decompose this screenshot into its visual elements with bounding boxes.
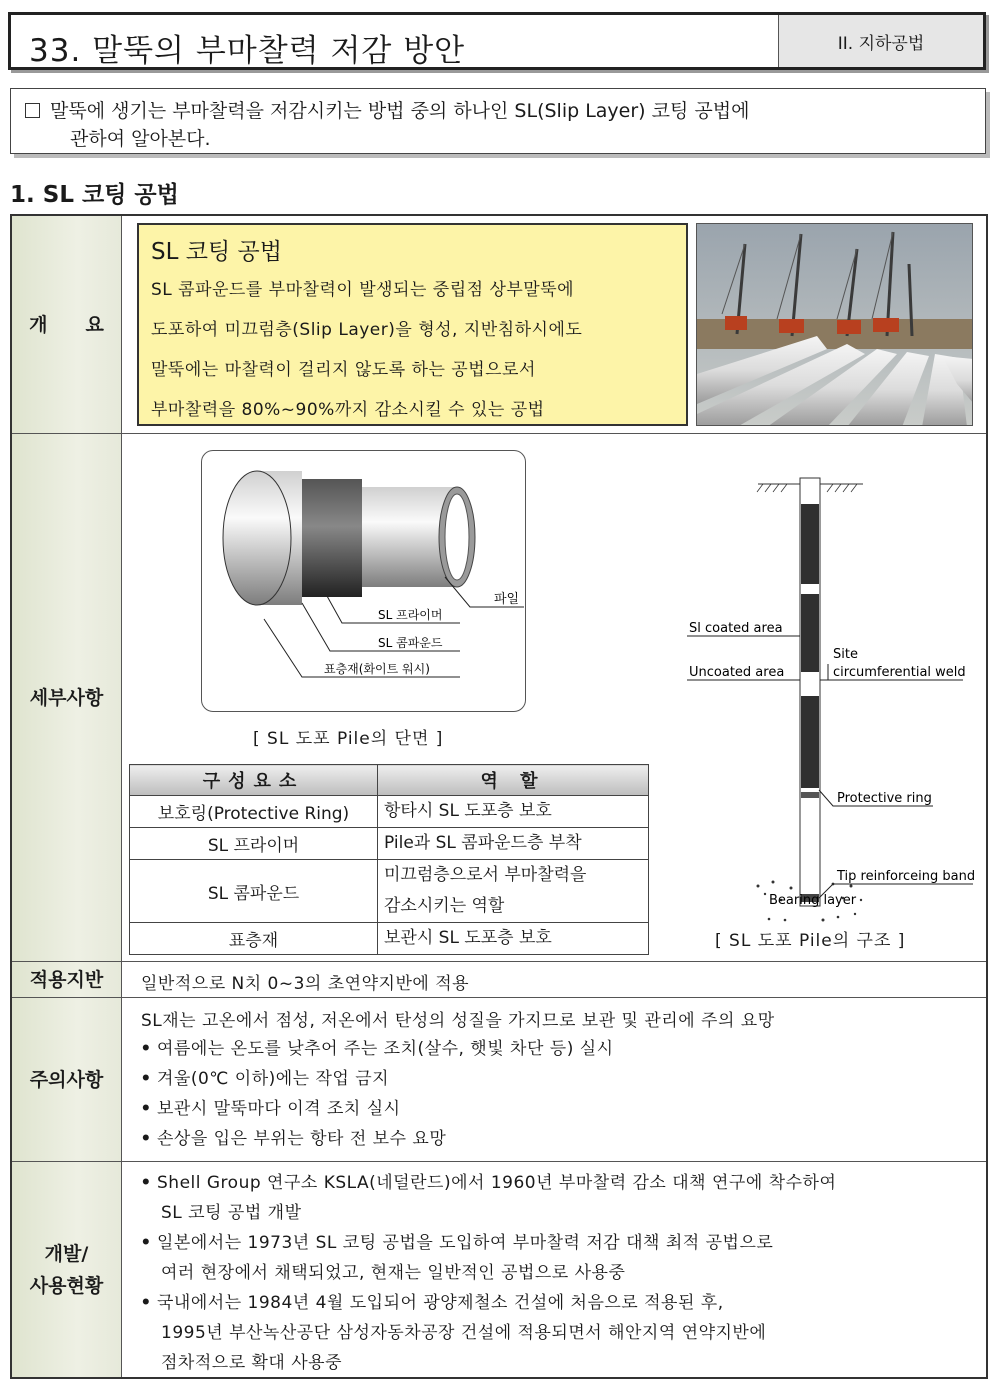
callout-compound: SL 콤파운드 xyxy=(378,636,443,650)
history-label xyxy=(12,1162,122,1377)
details-row xyxy=(12,434,986,962)
overview-line-1: SL 콤파운드를 부마찰력이 발생되는 중립점 상부말뚝에 xyxy=(151,280,575,300)
caution-item-2: 겨울(0℃ 이하)에는 작업 금지 xyxy=(157,1069,390,1089)
component-table xyxy=(129,764,649,955)
table-row xyxy=(130,860,649,923)
section-title: 1. SL 코팅 공법 xyxy=(10,182,179,208)
table-row xyxy=(130,923,649,955)
caution-label: 주의사항 xyxy=(12,998,122,1161)
callout-site: Site xyxy=(833,647,858,662)
cell-role: Pile과 SL 콤파운드층 부착 xyxy=(378,828,649,860)
history-2-line-2: 여러 현장에서 채택되었고, 현재는 일반적인 공법으로 사용중 xyxy=(161,1263,626,1283)
cell-role: 보관시 SL 도포층 보호 xyxy=(378,923,649,955)
caution-item-1: 여름에는 온도를 낮추어 주는 조치(살수, 햇빛 차단 등) 실시 xyxy=(157,1039,614,1059)
callout-uncoated: Uncoated area xyxy=(689,665,785,680)
header-component: 구성요소 xyxy=(130,765,378,796)
cell-component: SL 프라이머 xyxy=(130,828,378,860)
soil-row xyxy=(12,962,986,998)
bullet-icon: • xyxy=(140,1173,152,1193)
header-role: 역 할 xyxy=(378,765,649,796)
cell-role-line-1: 미끄럼층으로서 부마찰력을 xyxy=(384,865,587,885)
list-item xyxy=(135,1228,836,1258)
bullet-icon: • xyxy=(140,1069,152,1089)
page-header xyxy=(8,12,986,70)
caution-row xyxy=(12,998,986,1162)
content-table xyxy=(10,214,988,1379)
overview-box-title: SL 코팅 공법 xyxy=(151,239,282,265)
history-3-line-1: 국내에서는 1984년 4월 도입되어 광양제철소 건설에 처음으로 적용된 후, xyxy=(157,1293,724,1313)
callout-surface: 표층재(화이트 워시) xyxy=(324,662,430,676)
intro-line-2: 관하여 알아본다. xyxy=(70,128,211,150)
section-caption: [ SL 도포 Pile의 단면 ] xyxy=(253,729,444,749)
caution-intro: SL재는 고온에서 점성, 저온에서 탄성의 성질을 가지므로 보관 및 관리에 주의 요망 xyxy=(141,1011,775,1031)
history-2-line-1: 일본에서는 1973년 SL 코팅 공법을 도입하여 부마찰력 저감 대책 최적 공법으로 xyxy=(157,1233,774,1253)
history-3-line-2: 1995년 부산녹산공단 삼성자동차공장 건설에 적용되면서 해안지역 연약지반에 xyxy=(161,1323,767,1343)
caution-item-4: 손상을 입은 부위는 항타 전 보수 요망 xyxy=(157,1129,447,1149)
callout-tip: Tip reinforceing band xyxy=(837,869,976,884)
cell-role-multi xyxy=(378,860,649,923)
history-row xyxy=(12,1162,986,1377)
chapter-label: II. 지하공법 xyxy=(778,15,983,67)
bullet-icon: • xyxy=(140,1293,152,1313)
bullet-icon: • xyxy=(140,1039,152,1059)
overview-box xyxy=(137,223,688,426)
cell-component: 표층재 xyxy=(130,923,378,955)
cell-component: 보호링(Protective Ring) xyxy=(130,796,378,828)
pile-structure-diagram xyxy=(673,474,983,924)
bullet-icon: • xyxy=(140,1129,152,1149)
history-label-1: 개발/ xyxy=(44,1242,89,1265)
structure-caption: [ SL 도포 Pile의 구조 ] xyxy=(715,931,906,951)
callout-pile: 파일 xyxy=(494,592,520,607)
list-item xyxy=(135,1094,614,1124)
overview-line-3: 말뚝에는 마찰력이 걸리지 않도록 하는 공법으로서 xyxy=(151,360,536,380)
callout-primer: SL 프라이머 xyxy=(378,608,443,622)
callout-coated: Sl coated area xyxy=(689,621,783,636)
callout-ring: Protective ring xyxy=(837,791,932,806)
history-1-line-2: SL 코팅 공법 개발 xyxy=(161,1203,302,1223)
construction-site-photo xyxy=(696,223,973,426)
pile-section-diagram xyxy=(201,450,526,712)
cell-role: 항타시 SL 도포층 보호 xyxy=(378,796,649,828)
callout-weld: circumferential weld xyxy=(833,665,966,680)
caution-list xyxy=(135,1034,614,1154)
bullet-icon: • xyxy=(140,1233,152,1253)
cell-component: SL 콤파운드 xyxy=(130,860,378,923)
caution-item-3: 보관시 말뚝마다 이격 조치 실시 xyxy=(157,1099,401,1119)
soil-text: 일반적으로 N치 0~3의 초연약지반에 적용 xyxy=(141,974,470,994)
list-item xyxy=(135,1288,836,1318)
overview-row xyxy=(12,216,986,434)
list-item xyxy=(135,1064,614,1094)
intro-box xyxy=(10,88,986,154)
history-1-line-1: Shell Group 연구소 KSLA(네덜란드)에서 1960년 부마찰력 감소 대책 연구에 착수하여 xyxy=(157,1173,837,1193)
list-item xyxy=(135,1124,614,1154)
soil-label: 적용지반 xyxy=(12,962,122,997)
intro-line-1: 말뚝에 생기는 부마찰력을 저감시키는 방법 중의 하나인 SL(Slip Layer) 코팅 공법에 xyxy=(50,100,750,122)
overview-line-2: 도포하여 미끄럼층(Slip Layer)을 형성, 지반침하시에도 xyxy=(151,320,583,340)
details-label: 세부사항 xyxy=(12,434,122,961)
history-list xyxy=(135,1168,836,1378)
overview-label: 개 요 xyxy=(12,216,122,433)
list-item xyxy=(135,1034,614,1064)
checkbox-icon xyxy=(25,103,40,118)
history-label-2: 사용현황 xyxy=(29,1274,104,1297)
table-row xyxy=(130,828,649,860)
callout-bearing: Bearing layer xyxy=(769,893,857,908)
bullet-icon: • xyxy=(140,1099,152,1119)
overview-line-4: 부마찰력을 80%~90%까지 감소시킬 수 있는 공법 xyxy=(151,400,545,420)
list-item xyxy=(135,1168,836,1198)
table-row xyxy=(130,796,649,828)
history-3-line-3: 점차적으로 확대 사용중 xyxy=(161,1353,343,1373)
page-title: 33. 말뚝의 부마찰력 저감 방안 xyxy=(29,33,466,69)
cell-role-line-2: 감소시키는 역할 xyxy=(384,896,505,916)
